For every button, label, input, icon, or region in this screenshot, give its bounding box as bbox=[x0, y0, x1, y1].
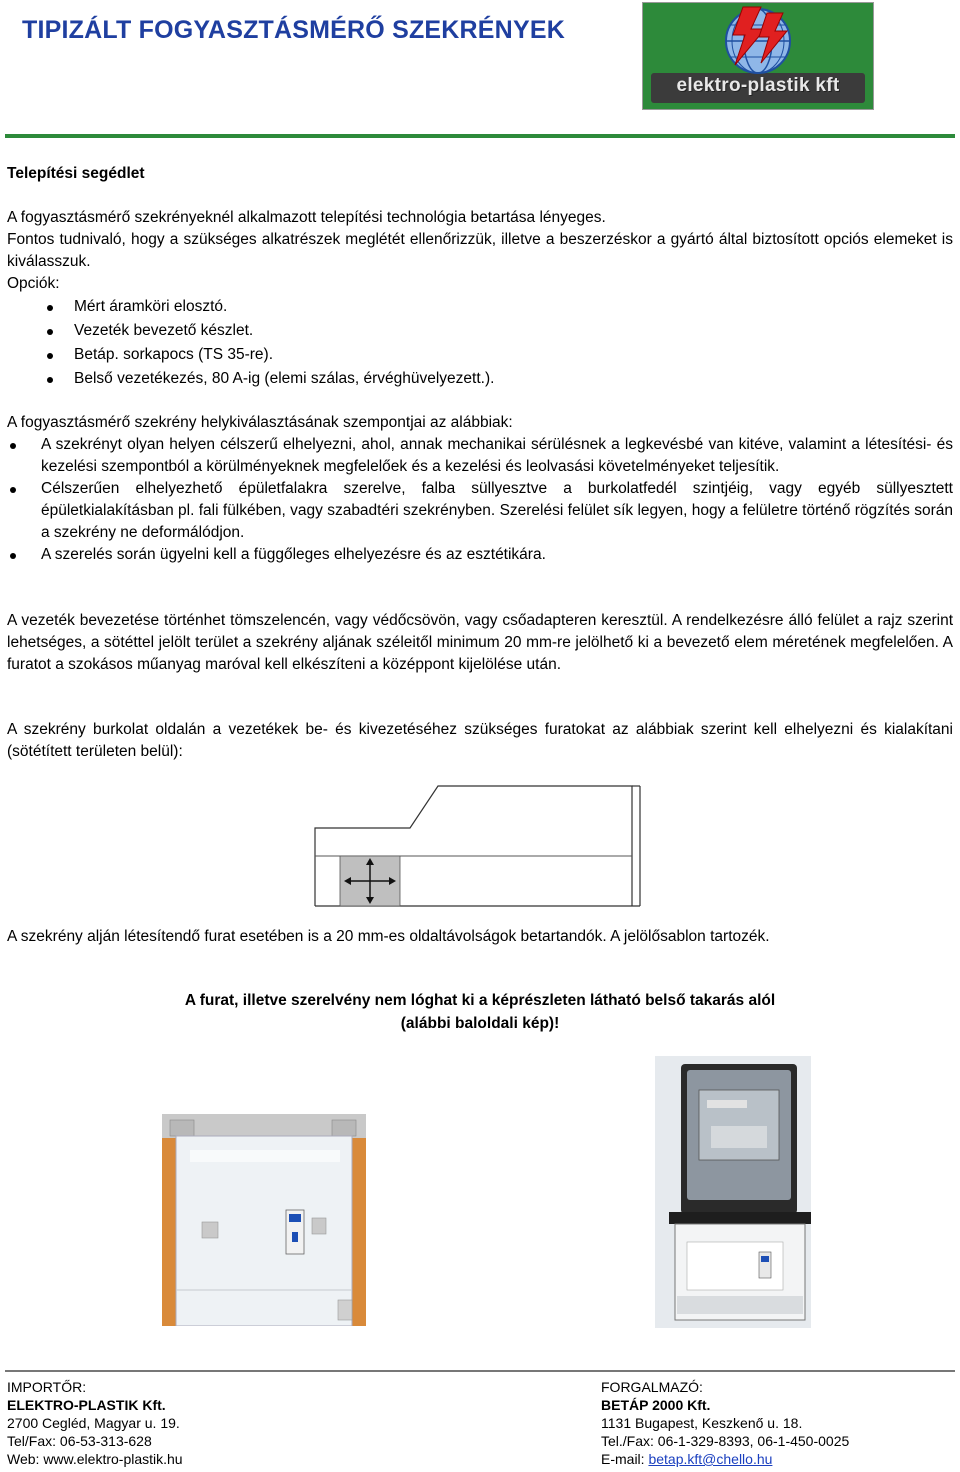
cable-paragraph: A vezeték bevezetése történhet tömszelencén, vagy védőcsövön, vagy csőadapteren keresztül. A rendelkezésre álló felület a rajz szerint lehetséges, a sötéttel jelölt terület a szekrény aljának széleitől minimum 20 mm-re jelölhető ki a bevezető elem méretének megfelelően. A furatot a szokásos műanyag maróval kell elkészíteni a középpont kijelölése után. bbox=[7, 612, 953, 673]
cabinet-interior-photo bbox=[162, 1114, 366, 1326]
intro-line-2: Fontos tudnivaló, hogy a szükséges alkatrészek meglétét ellenőrizzük, illetve a beszerzéskor a gyártó által biztosított opciós elemeket is kiválasszuk. bbox=[7, 231, 953, 270]
email-label: E-mail: bbox=[601, 1451, 649, 1467]
cabinet-meter-photo bbox=[655, 1056, 811, 1328]
criteria-list bbox=[7, 434, 953, 566]
importer-info bbox=[7, 1378, 407, 1468]
distributor-info bbox=[601, 1378, 956, 1468]
cabinet-side-drawing bbox=[310, 768, 645, 913]
list-item: Mért áramköri elosztó. bbox=[7, 296, 953, 320]
footer-divider bbox=[5, 1370, 955, 1372]
importer-label: IMPORTŐR: bbox=[7, 1379, 87, 1395]
list-item: Betáp. sorkapocs (TS 35-re). bbox=[7, 344, 953, 368]
warning-line-2: (alábbi baloldali kép)! bbox=[400, 1015, 560, 1032]
importer-address: 2700 Cegléd, Magyar u. 19. bbox=[7, 1415, 180, 1431]
logo-text: elektro-plastik kft bbox=[676, 75, 840, 96]
distributor-phone: Tel./Fax: 06-1-329-8393, 06-1-450-0025 bbox=[601, 1433, 850, 1449]
intro-line-1: A fogyasztásmérő szekrényeknél alkalmazott telepítési technológia betartása lényeges. bbox=[7, 209, 606, 226]
header-divider bbox=[5, 134, 955, 138]
distributor-label: FORGALMAZÓ: bbox=[601, 1379, 703, 1395]
page-title: TIPIZÁLT FOGYASZTÁSMÉRŐ SZEKRÉNYEK bbox=[22, 16, 565, 44]
list-item: Vezeték bevezető készlet. bbox=[7, 320, 953, 344]
bottom-hole-paragraph: A szekrény alján létesítendő furat esetében is a 20 mm-es oldaltávolságok betartandók. A jelölősablon tartozék. bbox=[7, 928, 770, 945]
criteria-heading: A fogyasztásmérő szekrény helykiválasztásának szempontjai az alábbiak: bbox=[7, 414, 513, 431]
importer-web: Web: www.elektro-plastik.hu bbox=[7, 1451, 183, 1467]
options-list bbox=[7, 296, 953, 392]
distributor-address: 1131 Bugapest, Keszkenő u. 18. bbox=[601, 1415, 803, 1431]
section-title: Telepítési segédlet bbox=[7, 165, 145, 182]
distributor-company: BETÁP 2000 Kft. bbox=[601, 1397, 711, 1413]
list-item: Belső vezetékezés, 80 A-ig (elemi szálas, érvéghüvelyezett.). bbox=[7, 368, 953, 392]
warning-line-1: A furat, illetve szerelvény nem lóghat ki a képrészleten látható belső takarás alól bbox=[184, 992, 776, 1009]
holes-paragraph: A szekrény burkolat oldalán a vezetékek be- és kivezetéséhez szükséges furatokat az alábbiak szerint kell elhelyezni és kialakítani (sötétített területen belül): bbox=[7, 721, 953, 760]
importer-company: ELEKTRO-PLASTIK Kft. bbox=[7, 1397, 166, 1413]
list-item: Célszerűen elhelyezhető épületfalakra szerelve, falba süllyesztve a burkolatfedél szintjéig, vagy egyéb süllyesztett épületkialakításban pl. fali fülkében, vagy szabadtéri szekrényben. Szerelési felület sík legyen, hogy a felületre történő rögzítés során a szekrény ne deformálódjon. bbox=[7, 478, 953, 544]
distributor-email-row bbox=[601, 1450, 956, 1468]
importer-phone: Tel/Fax: 06-53-313-628 bbox=[7, 1433, 152, 1449]
company-logo bbox=[642, 2, 874, 110]
options-label: Opciók: bbox=[7, 275, 60, 292]
list-item: A szekrényt olyan helyen célszerű elhelyezni, ahol, annak mechanikai sérülésnek a legkevésbé van kitéve, valamint a létesítési- és kezelési szempontból a körülményeknek megfelelőek és a kezelési és leolvasási követelményeket teljesítik. bbox=[7, 434, 953, 478]
email-link[interactable]: betap.kft@chello.hu bbox=[648, 1451, 773, 1467]
list-item: A szerelés során ügyelni kell a függőleges elhelyezésre és az esztétikára. bbox=[7, 544, 953, 566]
